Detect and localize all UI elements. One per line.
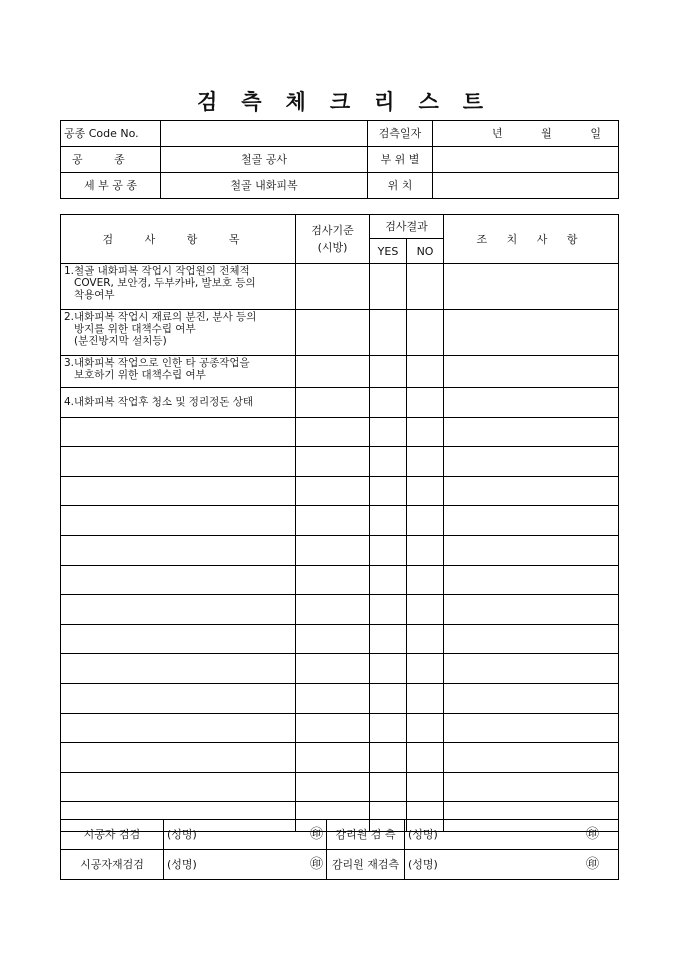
supervisor-recheck-label: 감리원 재검측 [327, 850, 405, 880]
table-row [61, 417, 619, 447]
yes-cell[interactable] [370, 624, 407, 654]
action-cell[interactable] [444, 264, 619, 310]
yes-cell[interactable] [370, 417, 407, 447]
table-row [61, 743, 619, 773]
yes-cell[interactable] [370, 743, 407, 773]
no-cell[interactable] [407, 506, 444, 536]
contractor-check-sign[interactable] [164, 820, 327, 850]
supervisor-check-sign[interactable] [405, 820, 619, 850]
code-value[interactable] [161, 121, 368, 147]
no-header: NO [407, 239, 444, 264]
item-cell[interactable] [61, 772, 296, 802]
action-cell[interactable] [444, 624, 619, 654]
supervisor-check-label: 감리원 검 측 [327, 820, 405, 850]
yes-cell[interactable] [370, 565, 407, 595]
no-cell[interactable] [407, 624, 444, 654]
seal-icon: ㊞ [585, 827, 599, 842]
no-cell[interactable] [407, 447, 444, 477]
title-char: 검 [196, 89, 218, 114]
no-cell[interactable] [407, 264, 444, 310]
header-table [60, 120, 619, 199]
table-row [61, 683, 619, 713]
item-cell[interactable] [61, 654, 296, 684]
part-label: 부 위 별 [368, 147, 433, 173]
table-row [61, 388, 619, 418]
item-cell[interactable] [61, 713, 296, 743]
title-char: 리 [374, 89, 395, 114]
table-row [61, 654, 619, 684]
yes-cell[interactable] [370, 683, 407, 713]
table-row [61, 264, 619, 310]
action-cell[interactable] [444, 506, 619, 536]
no-cell[interactable] [407, 772, 444, 802]
result-header: 검사결과 [370, 215, 444, 239]
standard-cell[interactable] [296, 388, 370, 418]
standard-cell[interactable] [296, 743, 370, 773]
table-row [61, 624, 619, 654]
yes-cell[interactable] [370, 654, 407, 684]
seal-icon: ㊞ [309, 857, 323, 872]
standard-cell[interactable] [296, 654, 370, 684]
standard-cell[interactable] [296, 447, 370, 477]
yes-cell[interactable] [370, 310, 407, 356]
contractor-recheck-label: 시공자재검검 [61, 850, 164, 880]
standard-cell[interactable] [296, 713, 370, 743]
title-char: 트 [462, 89, 484, 114]
table-row [61, 565, 619, 595]
code-label: 공종 Code No. [61, 121, 161, 147]
yes-cell[interactable] [370, 506, 407, 536]
page-title [0, 86, 680, 116]
title-char: 크 [329, 89, 351, 114]
standard-cell[interactable] [296, 506, 370, 536]
check-table [60, 214, 619, 832]
table-row [61, 535, 619, 565]
check-item-4: 4.내화피복 작업후 청소 및 정리정돈 상태 [61, 388, 296, 418]
name-placeholder: (성명) [167, 858, 197, 871]
standard-cell[interactable] [296, 476, 370, 506]
title-char: 체 [285, 89, 306, 114]
item-cell[interactable] [61, 417, 296, 447]
contractor-check-label: 시공자 검검 [61, 820, 164, 850]
action-cell[interactable] [444, 417, 619, 447]
standard-cell[interactable] [296, 772, 370, 802]
yes-cell[interactable] [370, 476, 407, 506]
no-cell[interactable] [407, 743, 444, 773]
yes-cell[interactable] [370, 535, 407, 565]
work-type-value[interactable]: 철골 공사 [161, 147, 368, 173]
action-cell[interactable] [444, 388, 619, 418]
standard-cell[interactable] [296, 535, 370, 565]
table-row [61, 476, 619, 506]
year-unit: 년 [492, 127, 503, 140]
yes-cell[interactable] [370, 713, 407, 743]
item-cell[interactable] [61, 476, 296, 506]
check-item-2: 2.내화피복 작업시 재료의 분진, 분사 등의 방지를 위한 대책수립 여부 (분진방지막 설치등) [61, 310, 296, 356]
title-char: 스 [418, 89, 439, 114]
item-cell[interactable] [61, 565, 296, 595]
no-cell[interactable] [407, 654, 444, 684]
action-header: 조 치 사 항 [444, 215, 619, 264]
name-placeholder: (성명) [408, 828, 438, 841]
standard-header: 검사기준 (시방) [296, 215, 370, 264]
name-placeholder: (성명) [167, 828, 197, 841]
table-row [61, 506, 619, 536]
day-unit: 일 [590, 127, 601, 140]
action-cell[interactable] [444, 535, 619, 565]
date-label: 검측일자 [368, 121, 433, 147]
yes-cell[interactable] [370, 388, 407, 418]
action-cell[interactable] [444, 310, 619, 356]
no-cell[interactable] [407, 595, 444, 625]
table-row [61, 310, 619, 356]
standard-cell[interactable] [296, 595, 370, 625]
action-cell[interactable] [444, 565, 619, 595]
action-cell[interactable] [444, 595, 619, 625]
month-unit: 월 [541, 127, 552, 140]
no-cell[interactable] [407, 713, 444, 743]
table-row [61, 595, 619, 625]
supervisor-recheck-sign[interactable] [405, 850, 619, 880]
seal-icon: ㊞ [309, 827, 323, 842]
no-cell[interactable] [407, 356, 444, 388]
name-placeholder: (성명) [408, 858, 438, 871]
standard-cell[interactable] [296, 264, 370, 310]
yes-cell[interactable] [370, 772, 407, 802]
no-cell[interactable] [407, 310, 444, 356]
action-cell[interactable] [444, 713, 619, 743]
item-cell[interactable] [61, 683, 296, 713]
sub-type-label: 세 부 공 종 [61, 173, 161, 199]
no-cell[interactable] [407, 388, 444, 418]
yes-header: YES [370, 239, 407, 264]
action-cell[interactable] [444, 356, 619, 388]
table-row [61, 356, 619, 388]
action-cell[interactable] [444, 683, 619, 713]
standard-cell[interactable] [296, 356, 370, 388]
yes-cell[interactable] [370, 264, 407, 310]
no-cell[interactable] [407, 417, 444, 447]
item-cell[interactable] [61, 624, 296, 654]
standard-cell[interactable] [296, 624, 370, 654]
seal-icon: ㊞ [585, 857, 599, 872]
item-cell[interactable] [61, 506, 296, 536]
check-item-3: 3.내화피복 작업으로 인한 타 공종작업을 보호하기 위한 대책수립 여부 [61, 356, 296, 388]
item-cell[interactable] [61, 535, 296, 565]
action-cell[interactable] [444, 743, 619, 773]
location-label: 위 치 [368, 173, 433, 199]
no-cell[interactable] [407, 683, 444, 713]
contractor-recheck-sign[interactable] [164, 850, 327, 880]
action-cell[interactable] [444, 654, 619, 684]
item-cell[interactable] [61, 743, 296, 773]
sub-type-value[interactable]: 철골 내화피복 [161, 173, 368, 199]
table-row [61, 447, 619, 477]
action-cell[interactable] [444, 476, 619, 506]
no-cell[interactable] [407, 535, 444, 565]
standard-cell[interactable] [296, 683, 370, 713]
part-value[interactable] [433, 147, 619, 173]
standard-cell[interactable] [296, 565, 370, 595]
date-value[interactable] [433, 121, 619, 147]
no-cell[interactable] [407, 476, 444, 506]
yes-cell[interactable] [370, 595, 407, 625]
items-header: 검 사 항 목 [61, 215, 296, 264]
item-cell[interactable] [61, 595, 296, 625]
work-type-label: 공 종 [61, 147, 161, 173]
table-row [61, 713, 619, 743]
yes-cell[interactable] [370, 356, 407, 388]
location-value[interactable] [433, 173, 619, 199]
signature-table [60, 819, 619, 880]
title-char: 측 [241, 89, 262, 114]
action-cell[interactable] [444, 447, 619, 477]
action-cell[interactable] [444, 772, 619, 802]
standard-cell[interactable] [296, 417, 370, 447]
yes-cell[interactable] [370, 447, 407, 477]
table-row [61, 772, 619, 802]
standard-cell[interactable] [296, 310, 370, 356]
no-cell[interactable] [407, 565, 444, 595]
item-cell[interactable] [61, 447, 296, 477]
check-item-1: 1.철골 내화피복 작업시 작업원의 전체적 COVER, 보안경, 두부카바, 발보호 등의 착용여부 [61, 264, 296, 310]
